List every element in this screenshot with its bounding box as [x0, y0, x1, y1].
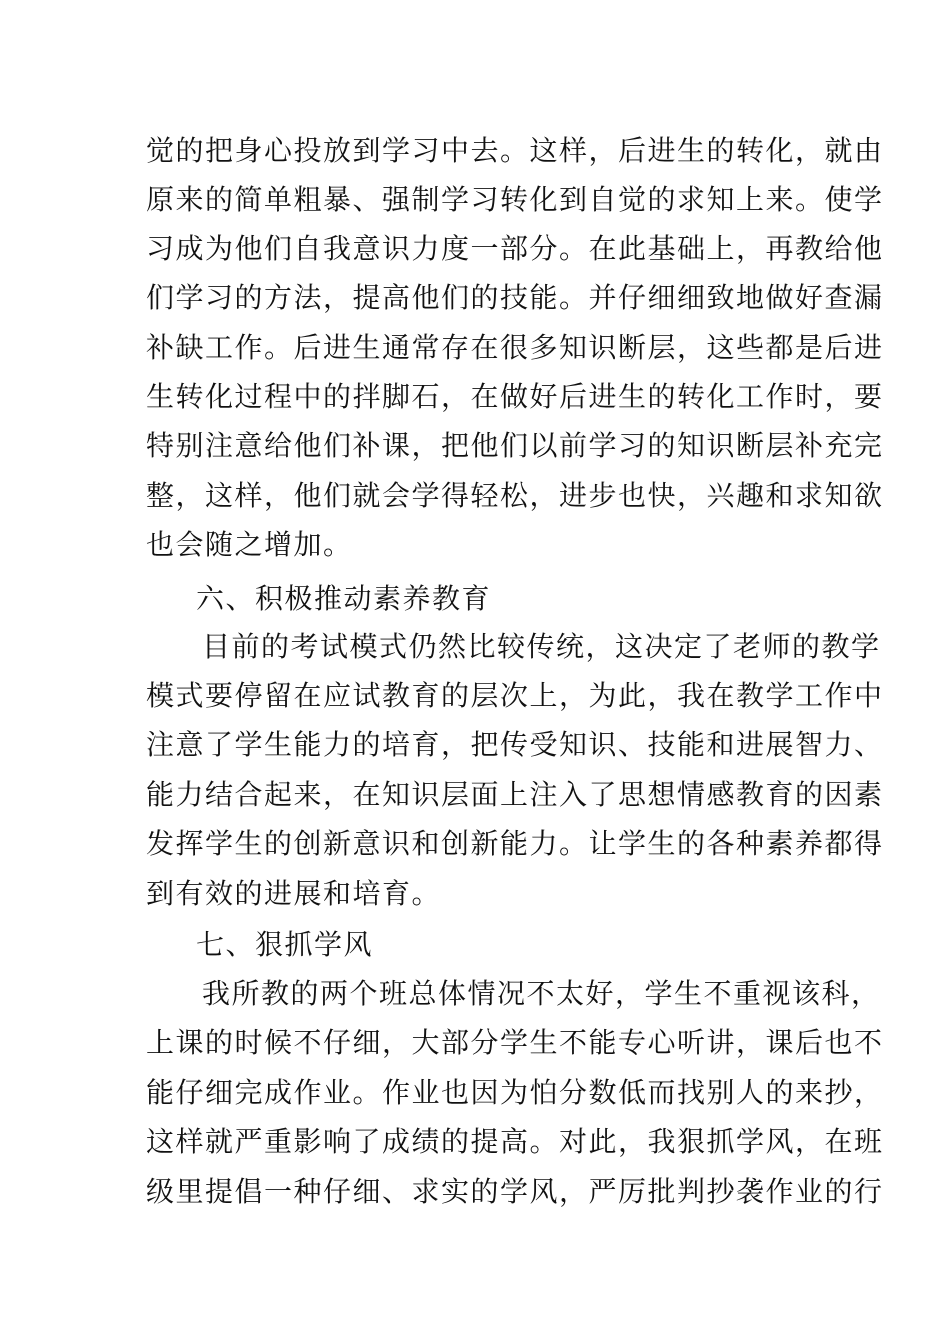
- body-text-line: 能仔细完成作业。作业也因为怕分数低而找别人的来抄，: [146, 1076, 884, 1109]
- section-heading-7: 七、狠抓学风: [196, 928, 374, 961]
- body-text-line: 生转化过程中的拌脚石，在做好后进生的转化工作时，要: [146, 380, 884, 413]
- body-text-line: 整，这样，他们就会学得轻松，进步也快，兴趣和求知欲: [146, 479, 884, 512]
- body-text-line: 能力结合起来，在知识层面上注入了思想情感教育的因素: [146, 778, 884, 811]
- body-text-line: 觉的把身心投放到学习中去。这样，后进生的转化，就由: [146, 134, 884, 167]
- body-text-line: 这样就严重影响了成绩的提高。对此，我狠抓学风，在班: [146, 1125, 884, 1158]
- body-text-line: 上课的时候不仔细，大部分学生不能专心听讲，课后也不: [146, 1026, 884, 1059]
- body-text-line: 习成为他们自我意识力度一部分。在此基础上，再教给他: [146, 232, 884, 265]
- body-text-line: 到有效的进展和培育。: [146, 877, 442, 910]
- body-text-line: 原来的简单粗暴、强制学习转化到自觉的求知上来。使学: [146, 183, 884, 216]
- body-text-line: 注意了学生能力的培育，把传受知识、技能和进展智力、: [146, 728, 884, 761]
- body-text-line: 目前的考试模式仍然比较传统，这决定了老师的教学: [202, 630, 881, 663]
- body-text-line: 发挥学生的创新意识和创新能力。让学生的各种素养都得: [146, 827, 884, 860]
- body-text-line: 级里提倡一种仔细、求实的学风，严厉批判抄袭作业的行: [146, 1175, 884, 1208]
- body-text-line: 们学习的方法，提高他们的技能。并仔细细致地做好查漏: [146, 281, 884, 314]
- body-text-line: 我所教的两个班总体情况不太好，学生不重视该科，: [202, 977, 881, 1010]
- section-heading-6: 六、积极推动素养教育: [196, 582, 492, 615]
- body-text-line: 模式要停留在应试教育的层次上，为此，我在教学工作中: [146, 679, 884, 712]
- body-text-line: 也会随之增加。: [146, 528, 353, 561]
- body-text-line: 特别注意给他们补课，把他们以前学习的知识断层补充完: [146, 429, 884, 462]
- body-text-line: 补缺工作。后进生通常存在很多知识断层，这些都是后进: [146, 331, 884, 364]
